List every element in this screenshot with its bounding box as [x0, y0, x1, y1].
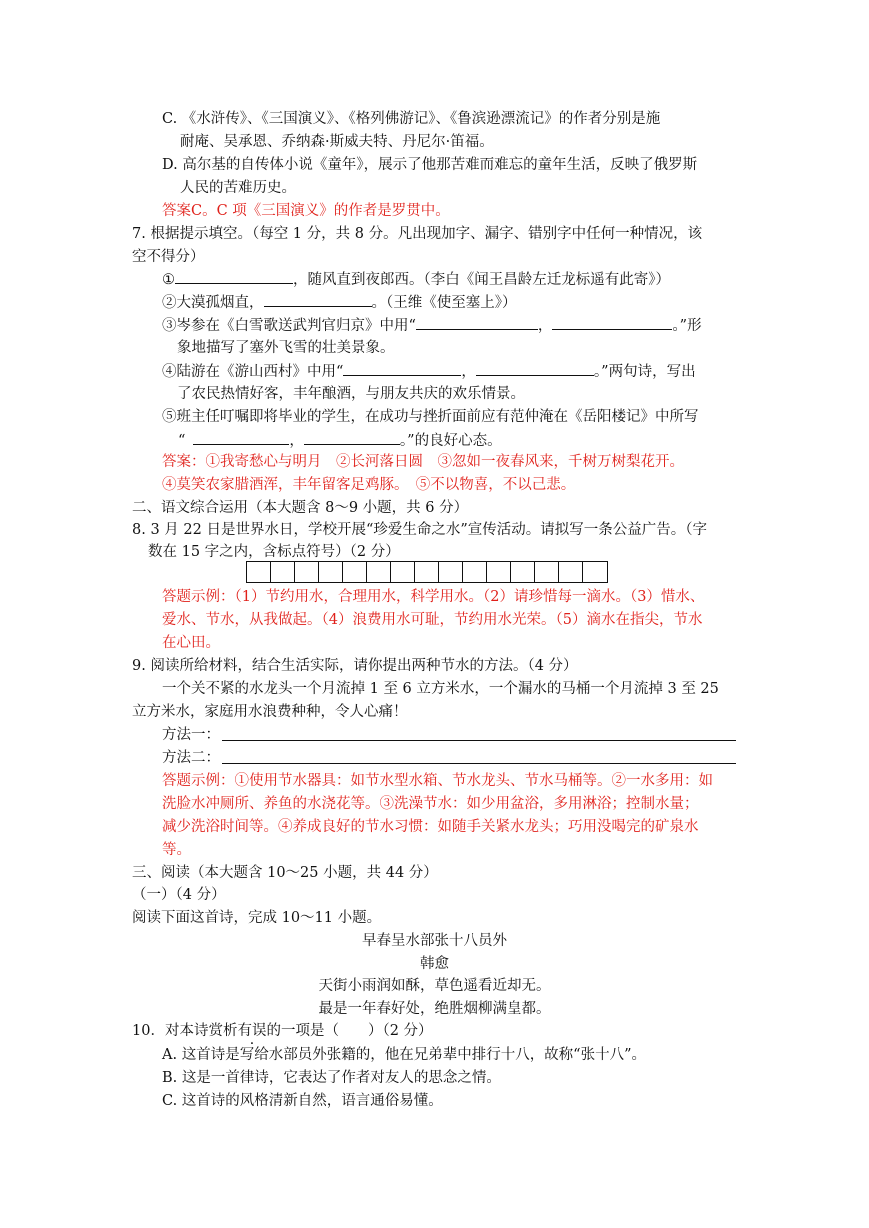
- option-d-line2: 人民的苦难历史。: [180, 180, 296, 196]
- answer-grid-cell[interactable]: [271, 562, 295, 582]
- method-1-label: 方法一：: [162, 727, 220, 743]
- fill-2: [162, 291, 517, 314]
- fill-5-line1: ⑤班主任叮嘱即将毕业的学生，在成功与挫折面前应有范仲淹在《岳阳楼记》中所写: [162, 409, 699, 425]
- answer-grid-cell[interactable]: [487, 562, 511, 582]
- option-c-line1: C. 《水浒传》、《三国演义》、《格列佛游记》、《鲁滨逊漂流记》的作者分别是施: [162, 111, 661, 127]
- poem-line-1: 天街小雨润如酥，草色遥看近却无。: [318, 978, 551, 994]
- question-8-line2: 数在 15 字之内，含标点符号）（2 分）: [148, 544, 400, 560]
- answer-q6: 答案C。C 项《三国演义》的作者是罗贯中。: [162, 203, 450, 219]
- option-10-c: C. 这首诗的风格清新自然，语言通俗易懂。: [162, 1093, 443, 1109]
- answer-q7-line1: 答案：①我寄愁心与明月 ②长河落日圆 ③忽如一夜春风来，千树万树梨花开。: [162, 454, 684, 470]
- answer-grid-cell[interactable]: [511, 562, 535, 582]
- fill-4-blank-1[interactable]: [343, 360, 461, 376]
- material-9-line1: 一个关不紧的水龙头一个月流掉 1 至 6 立方米水，一个漏水的马桶一个月流掉 3 至 25: [162, 681, 719, 697]
- poem-line-2: 最是一年春好处，绝胜烟柳满皇都。: [318, 1001, 551, 1017]
- fill-3-blank-2[interactable]: [552, 314, 672, 330]
- option-10-a: A. 这首诗是写给水部员外张籍的，他在兄弟辈中排行十八，故称“张十八”。: [162, 1047, 647, 1063]
- subsection-1: （一）（4 分）: [132, 887, 226, 903]
- fill-2-prefix: ②大漠孤烟直，: [162, 295, 264, 311]
- answer-grid-cell[interactable]: [463, 562, 487, 582]
- fill-3-line2: 象地描写了塞外飞雪的壮美景象。: [177, 340, 395, 356]
- answer-grid-cell[interactable]: [343, 562, 367, 582]
- fill-3: [162, 314, 702, 337]
- answer-grid-cell[interactable]: [391, 562, 415, 582]
- answer-q9-line2: 洗脸水冲厕所、养鱼的水浇花等。③洗澡节水：如少用盆浴，多用淋浴；控制水量；: [162, 796, 699, 812]
- answer-q9-line1: 答题示例：①使用节水器具：如节水型水箱、节水龙头、节水马桶等。②一水多用：如: [162, 773, 713, 789]
- fill-3-blank-1[interactable]: [416, 314, 538, 330]
- answer-q9-line4: 等。: [162, 842, 191, 858]
- poem-author: 韩愈: [420, 956, 449, 972]
- answer-grid-cell[interactable]: [295, 562, 319, 582]
- answer-grid-cell[interactable]: [247, 562, 271, 582]
- section-2-heading: 二、语文综合运用（本大题含 8～9 小题，共 6 分）: [132, 500, 469, 516]
- answer-q8-line1: 答题示例：（1）节约用水，合理用水，科学用水。（2）请珍惜每一滴水。（3）惜水、: [162, 589, 705, 605]
- option-10-b: B. 这是一首律诗，它表达了作者对友人的思念之情。: [162, 1070, 501, 1086]
- question-7-line2: 空不得分）: [132, 249, 205, 265]
- answer-grid-cell[interactable]: [439, 562, 463, 582]
- option-c-line2: 耐庵、吴承恩、乔纳森·斯威夫特、丹尼尔·笛福。: [180, 134, 494, 150]
- fill-1-prefix: ①: [162, 272, 175, 288]
- answer-grid-cell[interactable]: [535, 562, 559, 582]
- poem-title: 早春呈水部张十八员外: [362, 933, 507, 949]
- fill-4-blank-2[interactable]: [476, 360, 594, 376]
- material-9-line2: 立方米水，家庭用水浪费种种，令人心痛！: [132, 704, 408, 720]
- fill-4-line2: 了农民热情好客，丰年酿酒，与朋友共庆的欢乐情景。: [177, 386, 525, 402]
- question-10: [132, 1020, 433, 1042]
- section-3-heading: 三、阅读（本大题含 10～25 小题，共 44 分）: [132, 865, 438, 881]
- answer-grid-cell[interactable]: [559, 562, 583, 582]
- reading-instruction: 阅读下面这首诗，完成 10～11 小题。: [132, 910, 382, 926]
- fill-5: [178, 429, 502, 452]
- method-2-line[interactable]: [222, 763, 736, 764]
- fill-3-prefix: ③岑参在《白雪歌送武判官归京》中用“: [162, 318, 416, 334]
- answer-q8-line2: 爱水、节水，从我做起。（4）浪费用水可耻，节约用水光荣。（5）滴水在指尖，节水: [162, 612, 703, 628]
- fill-5-blank-1[interactable]: [193, 429, 289, 445]
- answer-grid[interactable]: [246, 561, 608, 583]
- question-8-line1: 8. 3 月 22 日是世界水日，学校开展“珍爱生命之水”宣传活动。请拟写一条公益广告。（字: [132, 522, 708, 538]
- fill-1-blank[interactable]: [175, 268, 293, 284]
- method-2-label: 方法二：: [162, 750, 220, 766]
- fill-1-suffix: ，随风直到夜郎西。（李白《闻王昌龄左迁龙标遥有此寄》）: [293, 272, 670, 288]
- fill-2-suffix: 。（王维《使至塞上》）: [371, 295, 517, 311]
- fill-4-suffix: 。”两句诗，写出: [593, 364, 696, 380]
- option-d-line1: D. 高尔基的自传体小说《童年》，展示了他那苦难而难忘的童年生活，反映了俄罗斯: [162, 157, 698, 173]
- question-10-prefix: 10．对本诗赏析: [132, 1023, 238, 1039]
- fill-5-suffix: 。”的良好心态。: [399, 433, 502, 449]
- fill-3-comma: ，: [537, 318, 553, 334]
- answer-q8-line3: 在心田。: [162, 635, 220, 651]
- fill-5-open-quote: “: [178, 433, 186, 449]
- question-9: 9. 阅读所给材料，结合生活实际，请你提出两种节水的方法。（4 分）: [132, 658, 578, 674]
- answer-grid-cell[interactable]: [583, 562, 607, 582]
- fill-4-comma: ，: [461, 364, 476, 380]
- fill-3-suffix: 。”形: [672, 318, 702, 334]
- answer-grid-cell[interactable]: [319, 562, 343, 582]
- answer-q7-line2: ④莫笑农家腊酒浑，丰年留客足鸡豚。 ⑤不以物喜，不以己悲。: [162, 477, 576, 493]
- question-7-line1: 7. 根据提示填空。（每空 1 分，共 8 分。凡出现加字、漏字、错别字中任何一种情况，该: [132, 226, 703, 242]
- answer-q9-line3: 减少洗浴时间等。④养成良好的节水习惯：如随手关紧水龙头；巧用没喝完的矿泉水: [162, 819, 699, 835]
- method-1-line[interactable]: [222, 740, 736, 741]
- fill-4-prefix: ④陆游在《游山西村》中用“: [162, 364, 344, 380]
- question-10-suffix: 的一项是（ ）（2 分）: [266, 1023, 433, 1039]
- fill-4: [162, 360, 696, 383]
- answer-grid-cell[interactable]: [367, 562, 391, 582]
- fill-2-blank[interactable]: [264, 291, 372, 307]
- fill-5-comma: ，: [289, 433, 304, 449]
- fill-1: [162, 268, 670, 291]
- answer-grid-cell[interactable]: [415, 562, 439, 582]
- fill-5-blank-2[interactable]: [304, 429, 400, 445]
- question-10-emphasis: 有误: [237, 1023, 267, 1039]
